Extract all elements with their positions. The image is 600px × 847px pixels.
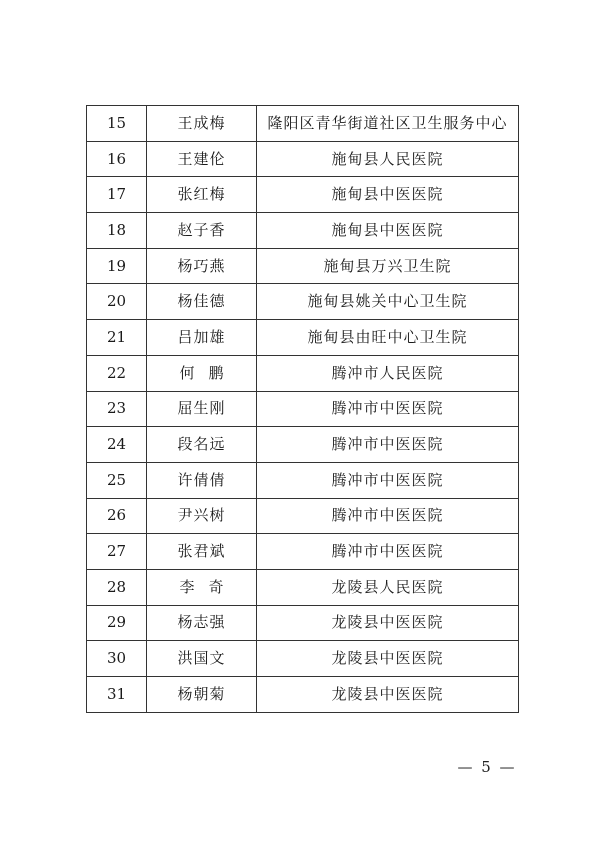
page-number: — 5 — — [457, 758, 517, 776]
person-name: 杨佳德 — [147, 284, 257, 320]
person-name: 杨巧燕 — [147, 248, 257, 284]
row-number: 23 — [87, 391, 147, 427]
table-row — [87, 677, 519, 713]
person-name: 洪国文 — [147, 641, 257, 677]
person-name: 赵子香 — [147, 213, 257, 249]
person-name: 杨志强 — [147, 605, 257, 641]
table-row — [87, 391, 519, 427]
organization: 腾冲市中医医院 — [257, 391, 519, 427]
organization: 腾冲市中医医院 — [257, 427, 519, 463]
person-name: 许倩倩 — [147, 462, 257, 498]
table-row — [87, 177, 519, 213]
organization: 腾冲市中医医院 — [257, 498, 519, 534]
person-name: 王建伦 — [147, 141, 257, 177]
table-row — [87, 320, 519, 356]
organization: 腾冲市中医医院 — [257, 462, 519, 498]
row-number: 21 — [87, 320, 147, 356]
organization: 施甸县姚关中心卫生院 — [257, 284, 519, 320]
table-row — [87, 569, 519, 605]
row-number: 17 — [87, 177, 147, 213]
table-row — [87, 641, 519, 677]
table-row — [87, 141, 519, 177]
table-row — [87, 284, 519, 320]
table-row — [87, 355, 519, 391]
organization: 隆阳区青华街道社区卫生服务中心 — [257, 106, 519, 142]
table-row — [87, 462, 519, 498]
row-number: 18 — [87, 213, 147, 249]
organization: 施甸县人民医院 — [257, 141, 519, 177]
row-number: 25 — [87, 462, 147, 498]
person-name: 杨朝菊 — [147, 677, 257, 713]
organization: 腾冲市中医医院 — [257, 534, 519, 570]
personnel-table — [86, 105, 519, 713]
organization: 龙陵县中医医院 — [257, 641, 519, 677]
row-number: 30 — [87, 641, 147, 677]
table-row — [87, 534, 519, 570]
row-number: 26 — [87, 498, 147, 534]
row-number: 20 — [87, 284, 147, 320]
person-name: 尹兴树 — [147, 498, 257, 534]
row-number: 29 — [87, 605, 147, 641]
row-number: 22 — [87, 355, 147, 391]
organization: 腾冲市人民医院 — [257, 355, 519, 391]
personnel-table-body — [87, 106, 519, 713]
organization: 龙陵县中医医院 — [257, 677, 519, 713]
row-number: 28 — [87, 569, 147, 605]
person-name: 张红梅 — [147, 177, 257, 213]
row-number: 19 — [87, 248, 147, 284]
person-name: 段名远 — [147, 427, 257, 463]
table-row — [87, 248, 519, 284]
person-name: 屈生刚 — [147, 391, 257, 427]
table-row — [87, 427, 519, 463]
person-name: 李奇 — [147, 569, 257, 605]
table-row — [87, 213, 519, 249]
organization: 施甸县由旺中心卫生院 — [257, 320, 519, 356]
row-number: 24 — [87, 427, 147, 463]
table-row — [87, 605, 519, 641]
person-name: 王成梅 — [147, 106, 257, 142]
table-row — [87, 498, 519, 534]
row-number: 15 — [87, 106, 147, 142]
person-name: 何鹏 — [147, 355, 257, 391]
row-number: 16 — [87, 141, 147, 177]
organization: 龙陵县中医医院 — [257, 605, 519, 641]
organization: 施甸县中医医院 — [257, 213, 519, 249]
organization: 龙陵县人民医院 — [257, 569, 519, 605]
organization: 施甸县万兴卫生院 — [257, 248, 519, 284]
table-row — [87, 106, 519, 142]
row-number: 31 — [87, 677, 147, 713]
person-name: 张君斌 — [147, 534, 257, 570]
person-name: 吕加雄 — [147, 320, 257, 356]
row-number: 27 — [87, 534, 147, 570]
organization: 施甸县中医医院 — [257, 177, 519, 213]
